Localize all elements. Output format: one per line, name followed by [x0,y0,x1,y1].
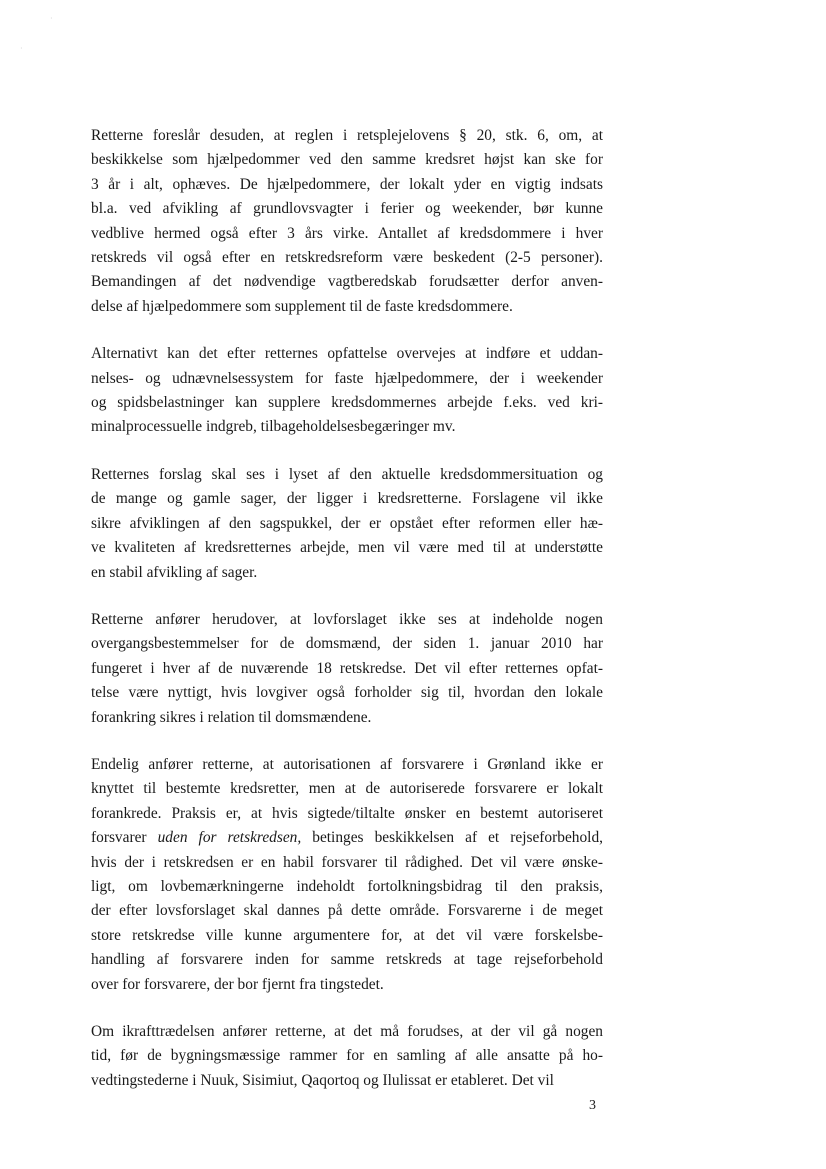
text-segment: beskikkelse som hjælpedommer ved den samme kredsret højst kan ske for [91,151,603,169]
text-segment: minalprocessuelle indgreb, tilbageholdelsesbegæringer mv. [91,418,456,436]
text-line [91,1044,603,1068]
text-line [91,924,603,948]
text-segment: retskreds vil også efter en retskredsreform være beskedent (2-5 personer). [91,249,603,267]
text-segment: de mange og gamle sager, der ligger i kredsretterne. Forslagene vil ikke [91,490,603,508]
text-line [91,222,603,246]
text-line [91,367,603,391]
paragraph [91,753,603,997]
text-segment: store retskredse ville kunne argumentere for, at det vil være forskelsbe- [91,926,603,944]
text-line [91,802,603,826]
text-segment: forsvarer [91,829,158,847]
text-line [91,391,603,415]
text-line [91,463,603,487]
text-segment: Alternativt kan det efter retternes opfattelse overvejes at indføre et uddan- [91,345,603,363]
text-line [91,487,603,511]
text-segment: Endelig anfører retterne, at autorisationen af forsvarere i Grønland ikke er [91,755,603,773]
page-number: 3 [589,1098,596,1113]
text-segment: delse af hjælpedommere som supplement til de faste kredsdommere. [91,297,513,315]
paragraph [91,608,603,730]
text-line [91,826,603,850]
text-segment: over for forsvarere, der bor fjernt fra tingstedet. [91,975,384,993]
text-segment: Retterne foreslår desuden, at reglen i retsplejelovens § 20, stk. 6, om, at [91,127,603,144]
text-segment: overgangsbestemmelser for de domsmænd, der siden 1. januar 2010 har [91,635,603,653]
text-segment: handling af forsvarere inden for samme retskreds at tage rejseforbehold [91,951,603,969]
paragraph [91,124,603,319]
text-segment: ligt, om lovbemærkningerne indeholdt fortolkningsbidrag til den praksis, [91,877,603,895]
text-line [91,246,603,270]
text-line [91,948,603,972]
text-segment: forankring sikres i relation til domsmændene. [91,708,372,726]
text-line [91,270,603,294]
emphasized-text: uden for retskredsen, [157,829,302,847]
text-segment: telse være nyttigt, hvis lovgiver også forholder sig til, hvordan den lokale [91,684,603,702]
text-segment: vedtingstederne i Nuuk, Sisimiut, Qaqortoq og Ilulissat er etableret. Det vil [91,1071,554,1089]
text-line [91,851,603,875]
text-segment: fungeret i hver af de nuværende 18 retskredse. Det vil efter retternes opfat- [91,659,603,677]
text-line [91,197,603,221]
scan-speck: · [20,44,23,53]
text-line [91,173,603,197]
text-segment: knyttet til bestemte kredsretter, men at de autoriserede forsvarere er lokalt [91,780,603,798]
text-segment: tid, før de bygningsmæssige rammer for en samling af alle ansatte på ho- [91,1047,603,1065]
text-segment: bl.a. ved afvikling af grundlovsvagter i ferier og weekender, bør kunne [91,200,603,218]
text-segment: sikre afviklingen af den sagspukkel, der er opstået efter reformen eller hæ- [91,514,603,532]
text-segment: der efter lovsforslaget skal dannes på dette område. Forsvarerne i de meget [91,902,603,920]
paragraph [91,1020,603,1093]
text-line [91,899,603,923]
text-line [91,777,603,801]
paragraph [91,463,603,585]
text-line [91,148,603,172]
text-line [91,657,603,681]
text-segment: ve kvaliteten af kredsretternes arbejde, men vil være med til at understøtte [91,539,603,557]
text-line [91,415,603,439]
text-line [91,295,603,319]
paragraph [91,342,603,440]
text-line [91,561,603,585]
text-segment: 3 år i alt, ophæves. De hjælpedommere, der lokalt yder en vigtig indsats [91,175,603,193]
scan-speck: · [50,14,53,23]
text-segment: Retterne anfører herudover, at lovforslaget ikke ses at indeholde nogen [91,610,603,628]
text-segment: Om ikrafttrædelsen anfører retterne, at det må forudses, at der vil gå nogen [91,1023,603,1040]
text-line [91,706,603,730]
text-segment: forankrede. Praksis er, at hvis sigtede/tiltalte ønsker en bestemt autoriseret [91,804,603,822]
text-line [91,632,603,656]
text-line [91,342,603,366]
text-line [91,124,603,148]
text-segment: Bemandingen af det nødvendige vagtberedskab forudsætter derfor anven- [91,273,603,291]
text-line [91,973,603,997]
body-text [91,124,603,1116]
text-segment: hvis der i retskredsen er en habil forsvarer til rådighed. Det vil være ønske- [91,853,603,871]
text-line [91,1069,603,1093]
text-line [91,1020,603,1044]
text-segment: og spidsbelastninger kan supplere kredsdommernes arbejde f.eks. ved kri- [91,394,603,412]
text-line [91,753,603,777]
text-line [91,681,603,705]
text-segment: Retternes forslag skal ses i lyset af den aktuelle kredsdommersituation og [91,465,603,483]
text-line [91,512,603,536]
text-segment: betinges beskikkelsen af et rejseforbehold, [301,829,603,847]
text-line [91,875,603,899]
text-line [91,536,603,560]
text-line [91,608,603,632]
text-segment: nelses- og udnævnelsessystem for faste hjælpedommere, der i weekender [91,369,603,387]
text-segment: vedblive hermed også efter 3 års virke. Antallet af kredsdommere i hver [91,224,603,242]
text-segment: en stabil afvikling af sager. [91,563,258,581]
